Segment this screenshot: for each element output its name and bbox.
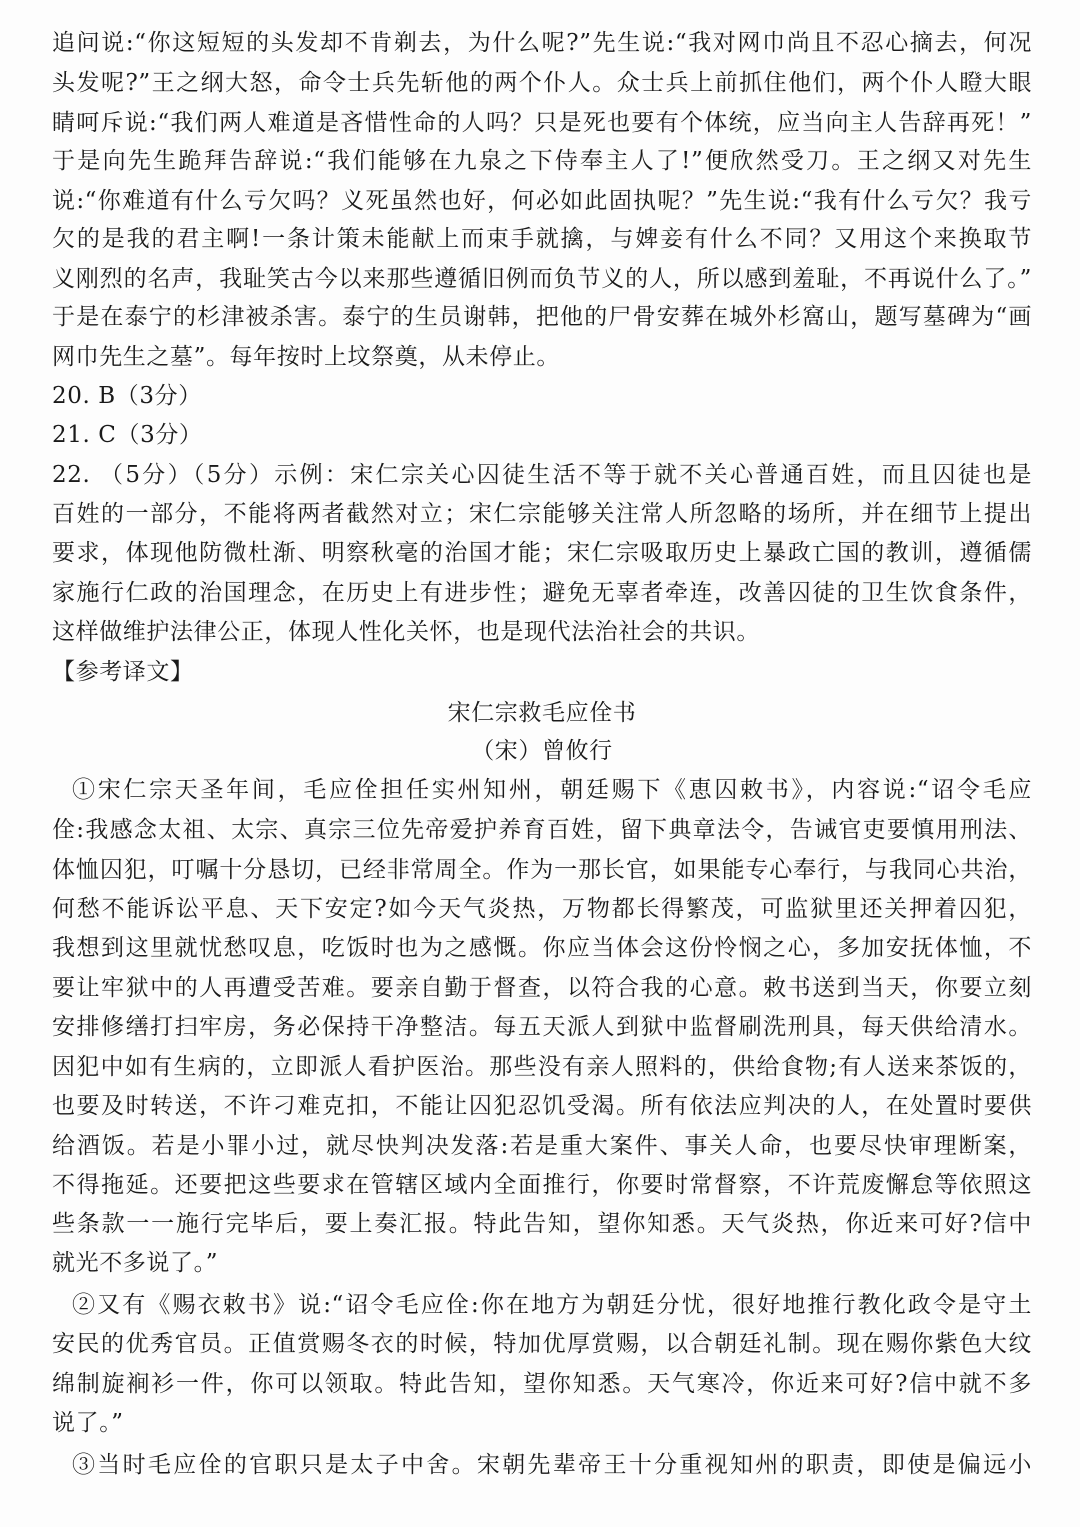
translation-para1-line: 何愁不能诉讼平息、天下安定?如今天气炎热，万物都长得繁茂，可监狱里还关押着囚犯， — [52, 896, 1032, 922]
translation-para1-line: 就光不多说了。” — [52, 1250, 219, 1276]
translation-para1-line: 佺:我感念太祖、太宗、真宗三位先帝爱护养育百姓，留下典章法令，告诫官吏要慎用刑法、 — [52, 817, 1032, 843]
passage-line: 说:“你难道有什么亏欠吗？义死虽然也好，何必如此固执呢？”先生说:“我有什么亏欠？我亏 — [52, 188, 1032, 214]
answer-20: 20. B（3分） — [52, 383, 202, 409]
answer-22-line: 这样做维护法律公正，体现人性化关怀，也是现代法治社会的共识。 — [52, 619, 760, 645]
translation-para1-line: 也要及时转送，不许刁难克扣，不能让囚犯忍饥受渴。所有依法应判决的人，在处置时要供 — [52, 1093, 1032, 1119]
passage-line: 于是向先生跪拜告辞说:“我们能够在九泉之下侍奉主人了!”便欣然受刀。王之纲又对先生 — [52, 148, 1032, 174]
translation-para3-line: ③当时毛应佺的官职只是太子中舍。宋朝先辈帝王十分重视知州的职责，即使是偏远小 — [72, 1452, 1032, 1478]
translation-para1-line: 安排修缮打扫牢房，务必保持干净整洁。每五天派人到狱中监督刷洗刑具，每天供给清水。 — [52, 1014, 1032, 1040]
passage-line: 睛呵斥说:“我们两人难道是吝惜性命的人吗？只是死也要有个体统，应当向主人告辞再死！” — [52, 110, 1032, 136]
translation-para2-line: 绵制旋裥衫一件，你可以领取。特此告知，望你知悉。天气寒冷，你近来可好?信中就不多 — [52, 1371, 1032, 1397]
passage-line: 义刚烈的名声，我耻笑古今以来那些遵循旧例而负节义的人，所以感到羞耻，不再说什么了。” — [52, 266, 1032, 292]
answer-22-line: 要求，体现他防微杜渐、明察秋毫的治国才能；宋仁宗吸取历史上暴政亡国的教训，遵循儒 — [52, 540, 1032, 566]
translation-header: 【参考译文】 — [52, 659, 194, 685]
passage-line: 网巾先生之墓”。每年按时上坟祭奠，从未停止。 — [52, 344, 560, 370]
translation-para2-line: 说了。” — [52, 1410, 124, 1436]
passage-line: 于是在泰宁的杉津被杀害。泰宁的生员谢韩，把他的尸骨安葬在城外杉窩山，题写墓碑为“画 — [52, 304, 1032, 330]
answer-22-line: 22. （5分）（5分）示例：宋仁宗关心囚徒生活不等于就不关心普通百姓，而且囚徒也是 — [52, 462, 1032, 488]
translation-para1-line: 要让牢狱中的人再遭受苦难。要亲自勤于督查，以符合我的心意。敕书送到当天，你要立刻 — [52, 975, 1032, 1001]
answer-21: 21. C（3分） — [52, 422, 203, 448]
passage-line: 追问说:“你这短短的头发却不肯剃去，为什么呢?”先生说:“我对网巾尚且不忍心摘去，何况 — [52, 30, 1032, 56]
answer-22-line: 家施行仁政的治国理念，在历史上有进步性；避免无辜者牵连，改善囚徒的卫生饮食条件， — [52, 580, 1032, 606]
translation-para1-line: 给酒饭。若是小罪小过，就尽快判决发落:若是重大案件、事关人命，也要尽快审理断案， — [52, 1133, 1032, 1159]
translation-para1-line: 我想到这里就忧愁叹息，吃饭时也为之感慨。你应当体会这份怜悯之心，多加安抚体恤，不 — [52, 935, 1032, 961]
passage-line: 头发呢?”王之纲大怒，命令士兵先斩他的两个仆人。众士兵上前抓住他们，两个仆人瞪大眼 — [52, 70, 1032, 96]
translation-author: （宋）曾攸行 — [471, 738, 613, 764]
passage-line: 欠的是我的君主啊!一条计策未能献上而束手就擒，与婢妾有什么不同？又用这个来换取节 — [52, 226, 1032, 252]
translation-para1-line: 因犯中如有生病的，立即派人看护医治。那些没有亲人照料的，供给食物;有人送来茶饭的， — [52, 1054, 1032, 1080]
translation-para1-line: 体恤囚犯，叮嘱十分恳切，已经非常周全。作为一那长官，如果能专心奉行，与我同心共治， — [52, 857, 1032, 883]
translation-para1-line: ①宋仁宗天圣年间，毛应佺担任实州知州，朝廷赐下《恵囚敕书》，内容说:“诏令毛应 — [72, 777, 1032, 803]
answer-22-line: 百姓的一部分，不能将两者截然对立；宋仁宗能够关注常人所忽略的场所，并在细节上提出 — [52, 501, 1032, 527]
translation-para2-line: 安民的优秀官员。正值赏赐冬衣的时候，特加优厚赏赐，以合朝廷礼制。现在赐你紫色大纹 — [52, 1331, 1032, 1357]
translation-para1-line: 不得拖延。还要把这些要求在管辖区域内全面推行，你要时常督察，不许荒废懈怠等依照这 — [52, 1172, 1032, 1198]
translation-para1-line: 些条款一一施行完毕后，要上奏汇报。特此告知，望你知悉。天气炎热，你近来可好?信中 — [52, 1211, 1032, 1237]
translation-title: 宋仁宗救毛应佺书 — [447, 700, 637, 726]
translation-para2-line: ②又有《赐衣敕书》说:“诏令毛应佺:你在地方为朝廷分忧，很好地推行教化政令是守土 — [72, 1292, 1032, 1318]
